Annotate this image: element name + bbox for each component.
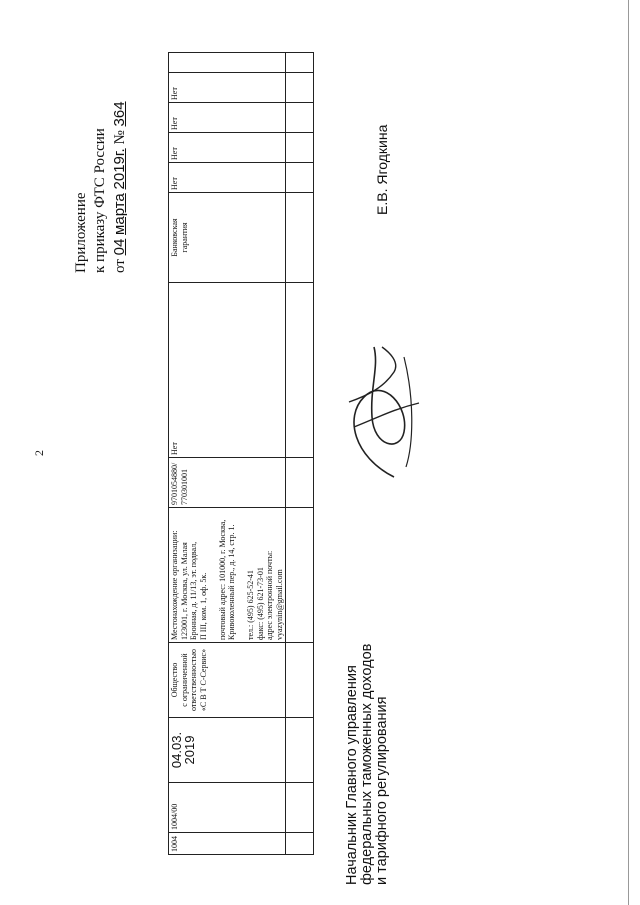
cell-date <box>169 718 286 783</box>
cell-guarantee <box>169 193 286 283</box>
signatory-position <box>345 644 390 885</box>
date-value: 04.03. 2019 <box>169 731 197 769</box>
position-line-3: и тарифного регулирования <box>374 696 390 885</box>
header-order-ref: к приказу ФТС России <box>92 128 108 273</box>
cell-code: 1004 <box>169 833 286 855</box>
cell-organization <box>169 643 286 718</box>
date-day: 04 <box>111 238 128 256</box>
cell-no-3: Нет <box>169 133 286 163</box>
address-text: Местонахождение организации: 123001, г. Москва, ул. Малая Бронная, д. 11/13, эт. подвал, П III, ком. 1, оф. 5к. почтовый адрес: 101000, г. Москва, Кривоколенный пер., д. 14, стр. 1. тел.: (495) 625-52-41 факс: (495) 621-73-01 адрес электронной почты: vyazynin@gmail.com <box>170 519 284 640</box>
handwritten-signature <box>334 337 424 487</box>
header-date-number <box>110 101 130 273</box>
cell-no-4: Нет <box>169 103 286 133</box>
number-prefix: № <box>112 130 128 145</box>
order-number: 364 <box>111 101 128 127</box>
page-edge-line <box>628 0 629 905</box>
cell-empty <box>169 53 286 73</box>
date-year: 2019г. <box>111 148 128 190</box>
inn-kpp: 9701054880/ 770301001 <box>170 462 189 505</box>
signatory-name: Е.В. Ягодкина <box>374 124 390 215</box>
cell-no-1: Нет <box>169 283 286 458</box>
registry-table <box>168 52 314 855</box>
position-line-1: Начальник Главного управления <box>344 665 360 885</box>
cell-address <box>169 508 286 643</box>
organization-name: Общество с ограниченной ответственностью «С В Т С-Сервис» <box>170 648 208 712</box>
header-title: Приложение <box>73 192 89 273</box>
cell-no-5: Нет <box>169 73 286 103</box>
page-number: 2 <box>32 450 46 456</box>
date-prefix: от <box>112 255 128 273</box>
guarantee-text: Банковская гарантия <box>170 218 189 257</box>
cell-no-2: Нет <box>169 163 286 193</box>
date-month: марта <box>111 193 128 235</box>
table-row-empty <box>286 53 314 855</box>
position-line-2: федеральных таможенных доходов <box>359 643 375 885</box>
table-row <box>169 53 286 855</box>
cell-inn <box>169 458 286 508</box>
document-header <box>72 101 130 273</box>
cell-subcode: 1004/00 <box>169 783 286 833</box>
